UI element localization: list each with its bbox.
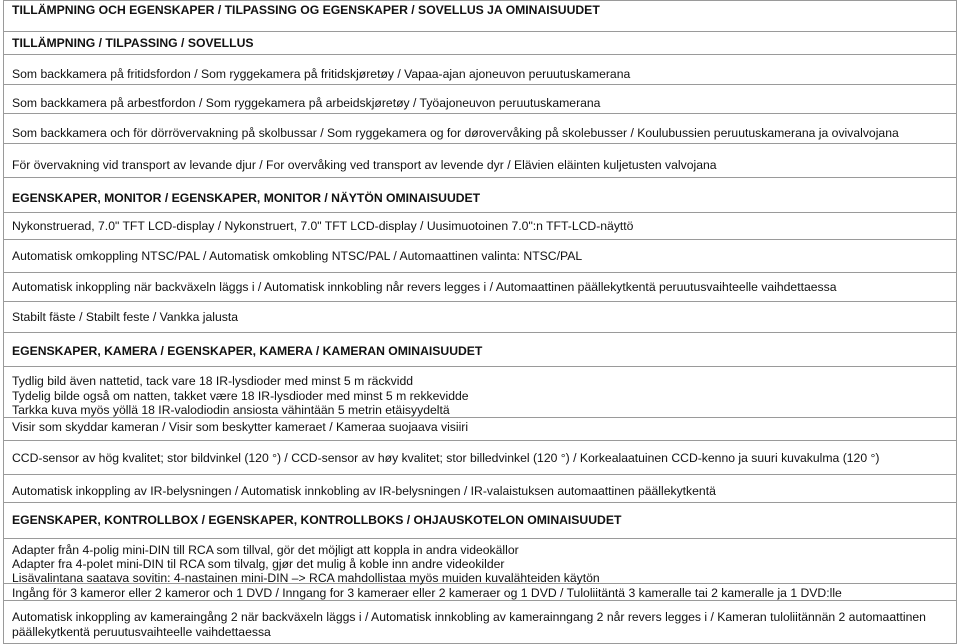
application-item: Som backkamera och för dörrövervakning på skolbussar / Som ryggekamera og for dørovervåking på skolebusser / Koulubussien peruutuskamerana ja ovivalvojana (12, 126, 899, 140)
row-divider (3, 538, 957, 539)
monitor-feature: Automatisk omkoppling NTSC/PAL / Automatisk omkobling NTSC/PAL / Automaattinen valinta: NTSC/PAL (12, 249, 583, 263)
camera-feature: Visir som skyddar kameran / Visir som beskytter kameraet / Kameraa suojaava visiiri (12, 420, 469, 434)
row-divider (3, 332, 957, 333)
row-divider (3, 440, 957, 441)
monitor-feature: Automatisk inkoppling när backväxeln läggs i / Automatisk innkobling når revers legges i / Automaattinen päällekytkentä peruutusvaihteelle vaihdettaessa (12, 280, 837, 294)
section-heading-camera: EGENSKAPER, KAMERA / EGENSKAPER, KAMERA / KAMERAN OMINAISUUDET (12, 344, 483, 358)
row-divider (3, 177, 957, 178)
camera-feature: Tydelig bilde også om natten, takket være 18 IR-lysdioder med minst 5 m rekkevidde (12, 389, 469, 403)
camera-feature: Automatisk inkoppling av IR-belysningen / Automatisk innkobling av IR-belysningen / IR-valaistuksen automaattinen päällekytkentä (12, 484, 716, 498)
row-divider (3, 143, 957, 144)
section-heading-control-box: EGENSKAPER, KONTROLLBOX / EGENSKAPER, KONTROLLBOKS / OHJAUSKOTELON OMINAISUUDET (12, 513, 622, 527)
section-heading-main: TILLÄMPNING OCH EGENSKAPER / TILPASSING OG EGENSKAPER / SOVELLUS JA OMINAISUUDET (12, 3, 600, 17)
control-box-feature: Lisävalintana saatava sovitin: 4-nastainen mini-DIN –> RCA mahdollistaa myös muiden kuvalähteiden käytön (12, 571, 600, 585)
row-divider (3, 54, 957, 55)
section-heading-application: TILLÄMPNING / TILPASSING / SOVELLUS (12, 36, 254, 50)
row-divider (3, 272, 957, 273)
row-divider (3, 301, 957, 302)
control-box-feature: Automatisk inkoppling av kameraingång 2 när backväxeln läggs i / Automatisk innkobling av kamerainngang 2 når revers legges i / Kameran tuloliitännän 2 automaattinen päällekytkentä peruutusvaihteelle vaihdettaessa (12, 610, 926, 639)
table-left-border (3, 0, 4, 644)
application-item: För övervakning vid transport av levande djur / For overvåking ved transport av levende dyr / Elävien eläinten kuljetusten valvojana (12, 158, 717, 172)
table-right-border (956, 0, 957, 644)
control-box-feature: Adapter från 4-polig mini-DIN till RCA som tillval, gör det möjligt att koppla in andra videokällor (12, 543, 519, 557)
row-divider (3, 84, 957, 85)
camera-feature: Tarkka kuva myös yöllä 18 IR-valodiodin ansiosta vähintään 5 metrin etäisyydeltä (12, 403, 450, 417)
row-divider (3, 0, 957, 1)
row-divider (3, 31, 957, 32)
control-box-feature: Ingång för 3 kameror eller 2 kameror och 1 DVD / Inngang for 3 kameraer eller 2 kameraer og 1 DVD / Tuloliitäntä 3 kameralle tai 2 kameralle ja 1 DVD:lle (12, 586, 842, 600)
row-divider (3, 366, 957, 367)
control-box-feature: Adapter fra 4-polet mini-DIN til RCA som tilvalg, gjør det mulig å koble inn andre videokilder (12, 557, 505, 571)
application-item: Som backkamera på arbestfordon / Som ryggekamera på arbeidskjøretøy / Työajoneuvon peruutuskamerana (12, 96, 601, 110)
section-heading-monitor: EGENSKAPER, MONITOR / EGENSKAPER, MONITOR / NÄYTÖN OMINAISUUDET (12, 191, 481, 205)
monitor-feature: Nykonstruerad, 7.0" TFT LCD-display / Nykonstruert, 7.0" TFT LCD-display / Uusimuotoinen 7.0":n TFT-LCD-näyttö (12, 219, 634, 233)
row-divider (3, 212, 957, 213)
row-divider (3, 239, 957, 240)
row-divider (3, 113, 957, 114)
camera-feature: Tydlig bild även nattetid, tack vare 18 IR-lysdioder med minst 5 m räckvidd (12, 374, 414, 388)
application-item: Som backkamera på fritidsfordon / Som ryggekamera på fritidskjøretøy / Vapaa-ajan ajoneuvon peruutuskamerana (12, 67, 631, 81)
row-divider (3, 474, 957, 475)
camera-feature: CCD-sensor av hög kvalitet; stor bildvinkel (120 °) / CCD-sensor av høy kvalitet; stor billedvinkel (120 °) / Korkealaatuinen CCD-kenno ja suuri kuvakulma (120 °) (12, 451, 880, 465)
monitor-feature: Stabilt fäste / Stabilt feste / Vankka jalusta (12, 310, 239, 324)
row-divider (3, 502, 957, 503)
